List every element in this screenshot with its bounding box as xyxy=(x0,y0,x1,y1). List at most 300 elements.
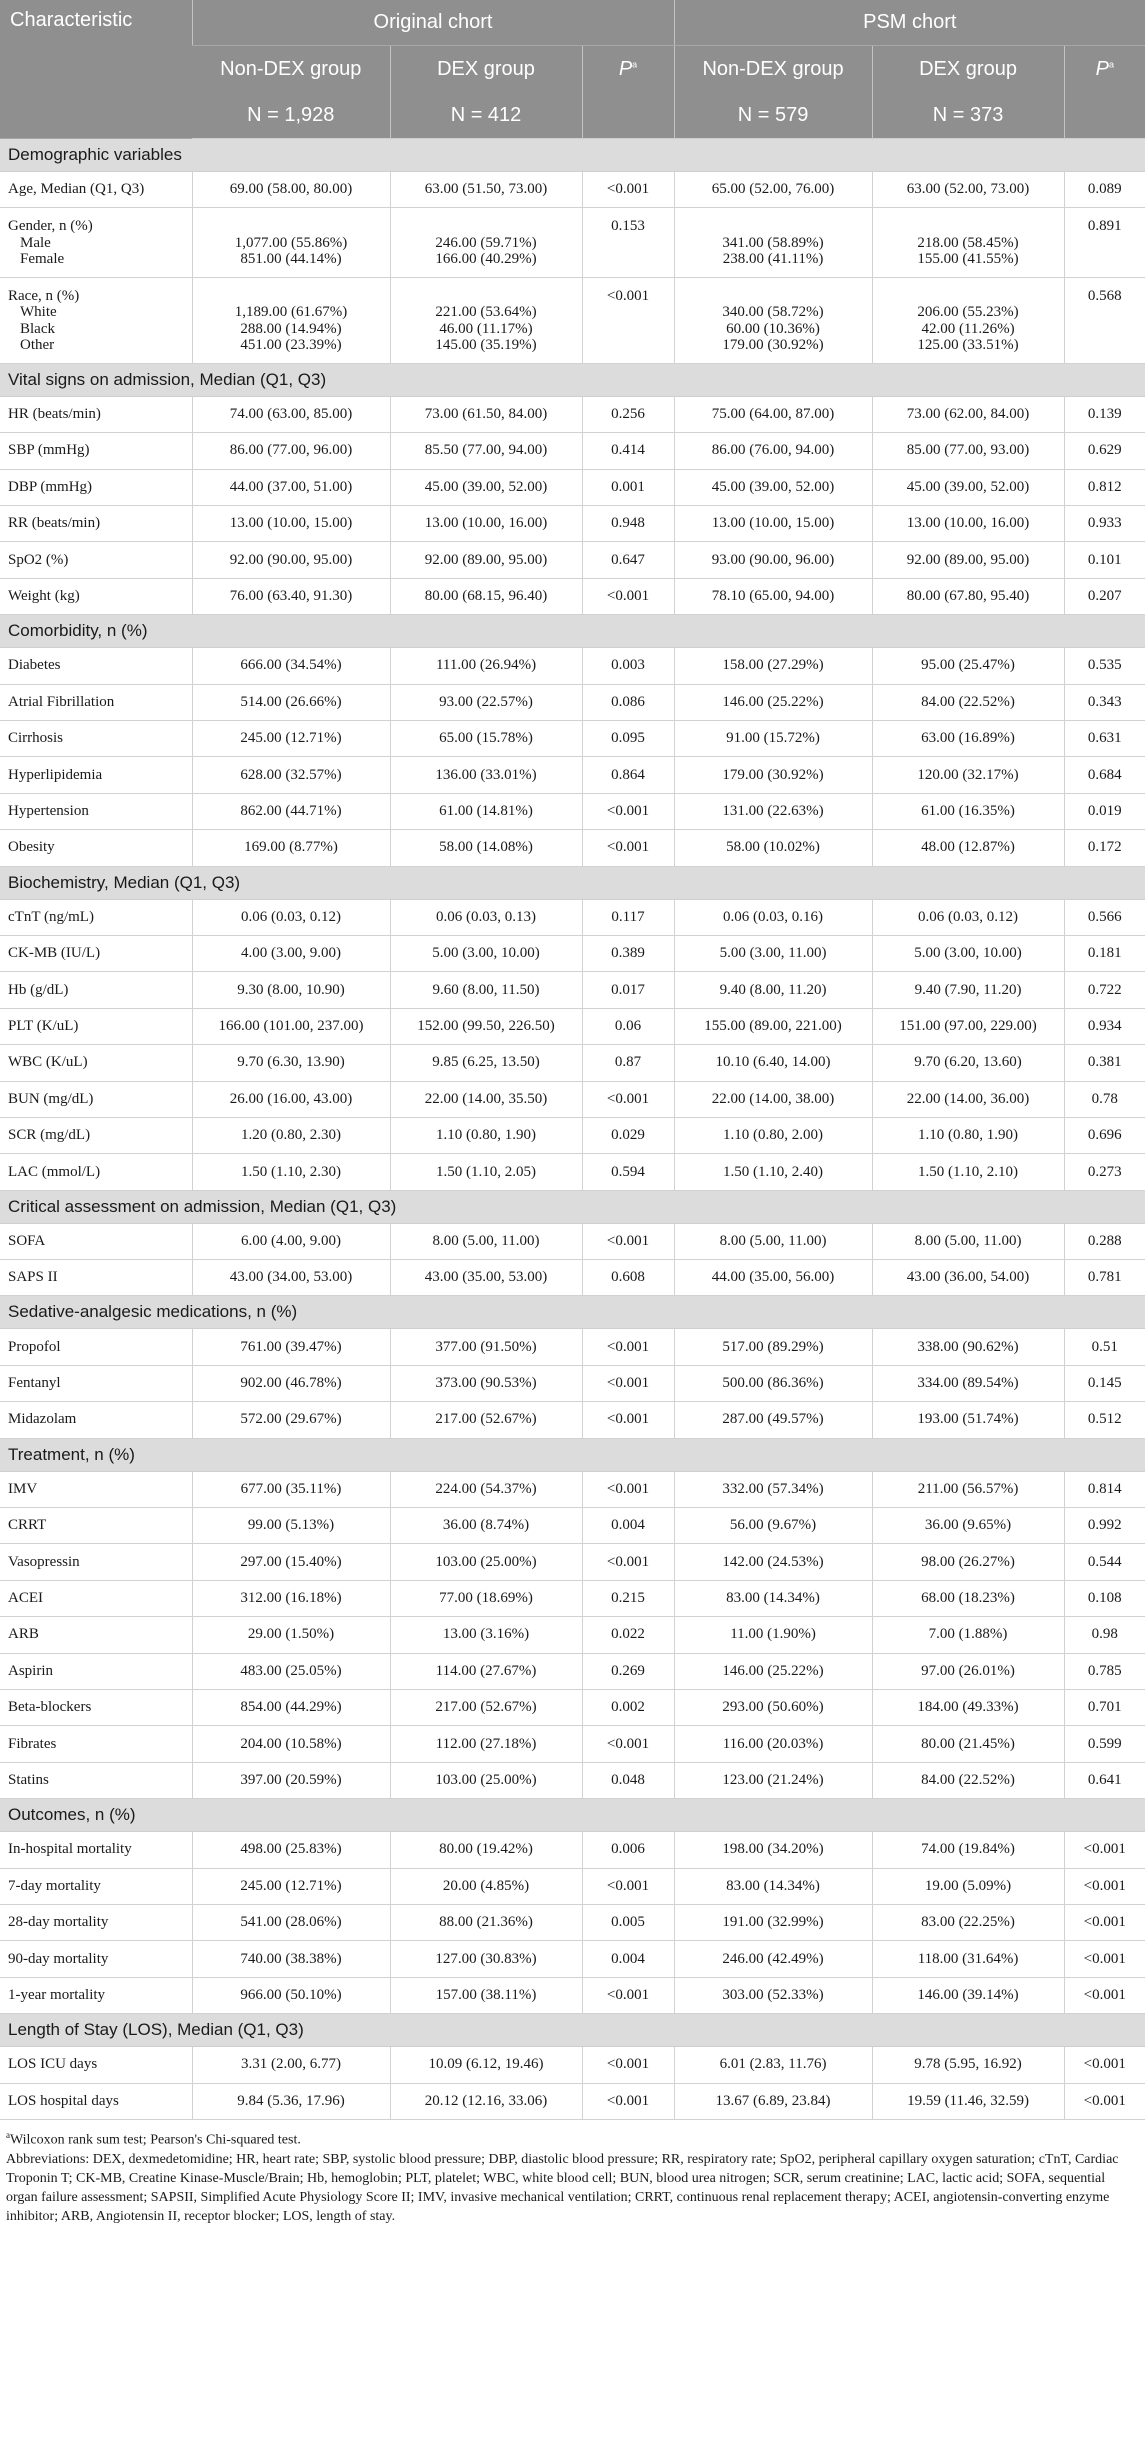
orig-nondex-value: 3.31 (2.00, 6.77) xyxy=(192,2047,390,2083)
psm-nondex-value: 86.00 (76.00, 94.00) xyxy=(674,433,872,469)
row-label: ARB xyxy=(0,1617,192,1653)
group-spacer xyxy=(877,288,1060,305)
orig-p-value: 0.048 xyxy=(582,1762,674,1798)
psm-p-value: <0.001 xyxy=(1064,1868,1145,1904)
table-row xyxy=(0,1365,1145,1401)
orig-dex-value: 20.00 (4.85%) xyxy=(390,1868,582,1904)
header-orig-p: $P^a$ xyxy=(582,46,674,93)
psm-dex-value: 1.10 (0.80, 1.90) xyxy=(872,1117,1064,1153)
psm-dex-value: 80.00 (67.80, 95.40) xyxy=(872,578,1064,614)
section-title: Length of Stay (LOS), Median (Q1, Q3) xyxy=(0,2014,1145,2047)
row-label: SBP (mmHg) xyxy=(0,433,192,469)
table-row xyxy=(0,2047,1145,2083)
table-row xyxy=(0,1081,1145,1117)
psm-dex-value: 73.00 (62.00, 84.00) xyxy=(872,396,1064,432)
psm-nondex-value: 146.00 (25.22%) xyxy=(674,1653,872,1689)
psm-nondex-value: 13.67 (6.89, 23.84) xyxy=(674,2083,872,2119)
psm-p-value: 0.535 xyxy=(1064,648,1145,684)
orig-dex-value: 20.12 (12.16, 33.06) xyxy=(390,2083,582,2119)
orig-nondex-value: 76.00 (63.40, 91.30) xyxy=(192,578,390,614)
header-psm-p: $P^a$ xyxy=(1064,46,1145,93)
psm-dex-value: 19.00 (5.09%) xyxy=(872,1868,1064,1904)
psm-dex-value: 9.78 (5.95, 16.92) xyxy=(872,2047,1064,2083)
subgroup-value: 42.00 (11.26%) xyxy=(921,320,1015,337)
row-label: Weight (kg) xyxy=(0,578,192,614)
orig-nondex-value: 99.00 (5.13%) xyxy=(192,1508,390,1544)
group-label: Race, n (%) xyxy=(8,287,80,304)
psm-dex-value: 184.00 (49.33%) xyxy=(872,1690,1064,1726)
orig-p-value: 0.06 xyxy=(582,1008,674,1044)
psm-dex-value: 334.00 (89.54%) xyxy=(872,1365,1064,1401)
psm-p-value: 0.891 xyxy=(1064,208,1145,278)
orig-dex-value: 80.00 (68.15, 96.40) xyxy=(390,578,582,614)
psm-p-value: 0.101 xyxy=(1064,542,1145,578)
psm-p-value: 0.273 xyxy=(1064,1154,1145,1190)
row-label: CRRT xyxy=(0,1508,192,1544)
psm-p-value: 0.684 xyxy=(1064,757,1145,793)
section-title: Sedative-analgesic medications, n (%) xyxy=(0,1296,1145,1329)
orig-dex-value: 5.00 (3.00, 10.00) xyxy=(390,935,582,971)
orig-nondex-value xyxy=(192,208,390,278)
orig-dex-value: 1.50 (1.10, 2.05) xyxy=(390,1154,582,1190)
psm-p-value: 0.544 xyxy=(1064,1544,1145,1580)
orig-dex-value: 377.00 (91.50%) xyxy=(390,1329,582,1365)
psm-nondex-value: 332.00 (57.34%) xyxy=(674,1471,872,1507)
psm-nondex-value: 56.00 (9.67%) xyxy=(674,1508,872,1544)
psm-nondex-value: 1.50 (1.10, 2.40) xyxy=(674,1154,872,1190)
subgroup-label: Female xyxy=(20,251,65,268)
orig-dex-value: 103.00 (25.00%) xyxy=(390,1544,582,1580)
orig-nondex-value: 666.00 (34.54%) xyxy=(192,648,390,684)
psm-nondex-value: 11.00 (1.90%) xyxy=(674,1617,872,1653)
subgroup-value: 166.00 (40.29%) xyxy=(435,251,537,268)
orig-dex-value: 373.00 (90.53%) xyxy=(390,1365,582,1401)
orig-dex-value: 136.00 (33.01%) xyxy=(390,757,582,793)
psm-p-value: 0.78 xyxy=(1064,1081,1145,1117)
table-row xyxy=(0,1471,1145,1507)
header-orig-dex-n: N = 412 xyxy=(390,92,582,139)
row-label: Midazolam xyxy=(0,1402,192,1438)
psm-nondex-value: 303.00 (52.33%) xyxy=(674,1977,872,2013)
orig-nondex-value: 245.00 (12.71%) xyxy=(192,721,390,757)
table-row xyxy=(0,542,1145,578)
header-psm-cohort: PSM chort xyxy=(674,0,1145,46)
row-label xyxy=(0,208,192,278)
psm-dex-value: 338.00 (90.62%) xyxy=(872,1329,1064,1365)
psm-p-value: 0.381 xyxy=(1064,1045,1145,1081)
psm-p-value: 0.98 xyxy=(1064,1617,1145,1653)
subgroup-value: 851.00 (44.14%) xyxy=(240,251,342,268)
table-row xyxy=(0,1117,1145,1153)
orig-nondex-value: 6.00 (4.00, 9.00) xyxy=(192,1223,390,1259)
psm-dex-value: 7.00 (1.88%) xyxy=(872,1617,1064,1653)
orig-dex-value: 88.00 (21.36%) xyxy=(390,1904,582,1940)
psm-dex-value: 146.00 (39.14%) xyxy=(872,1977,1064,2013)
table-row xyxy=(0,684,1145,720)
psm-nondex-value: 287.00 (49.57%) xyxy=(674,1402,872,1438)
orig-nondex-value: 761.00 (39.47%) xyxy=(192,1329,390,1365)
table-row xyxy=(0,396,1145,432)
row-label: In-hospital mortality xyxy=(0,1832,192,1868)
orig-p-value: 0.864 xyxy=(582,757,674,793)
subgroup-value: 221.00 (53.64%) xyxy=(435,304,537,321)
psm-dex-value xyxy=(872,208,1064,278)
psm-dex-value: 95.00 (25.47%) xyxy=(872,648,1064,684)
psm-dex-value: 211.00 (56.57%) xyxy=(872,1471,1064,1507)
group-label: Gender, n (%) xyxy=(8,218,93,235)
orig-p-value: 0.004 xyxy=(582,1941,674,1977)
table-row xyxy=(0,757,1145,793)
group-spacer xyxy=(197,218,386,235)
table-row xyxy=(0,793,1145,829)
row-label: WBC (K/uL) xyxy=(0,1045,192,1081)
psm-p-value: <0.001 xyxy=(1064,1941,1145,1977)
table-row xyxy=(0,1008,1145,1044)
psm-p-value: 0.172 xyxy=(1064,830,1145,866)
orig-dex-value: 77.00 (18.69%) xyxy=(390,1580,582,1616)
psm-nondex-value: 78.10 (65.00, 94.00) xyxy=(674,578,872,614)
table-row xyxy=(0,648,1145,684)
psm-p-value: 0.933 xyxy=(1064,506,1145,542)
section-title: Vital signs on admission, Median (Q1, Q3) xyxy=(0,363,1145,396)
row-label: Hypertension xyxy=(0,793,192,829)
psm-p-value: 0.814 xyxy=(1064,1471,1145,1507)
orig-dex-value: 65.00 (15.78%) xyxy=(390,721,582,757)
psm-dex-value: 43.00 (36.00, 54.00) xyxy=(872,1260,1064,1296)
group-spacer xyxy=(395,288,578,305)
orig-p-value: 0.006 xyxy=(582,1832,674,1868)
header-psm-nondex-n: N = 579 xyxy=(674,92,872,139)
psm-p-value: 0.343 xyxy=(1064,684,1145,720)
psm-dex-value: 74.00 (19.84%) xyxy=(872,1832,1064,1868)
orig-dex-value: 1.10 (0.80, 1.90) xyxy=(390,1117,582,1153)
orig-dex-value: 157.00 (38.11%) xyxy=(390,1977,582,2013)
psm-dex-value: 0.06 (0.03, 0.12) xyxy=(872,899,1064,935)
psm-dex-value: 151.00 (97.00, 229.00) xyxy=(872,1008,1064,1044)
psm-p-value: 0.181 xyxy=(1064,935,1145,971)
section-header xyxy=(0,1190,1145,1223)
orig-dex-value: 103.00 (25.00%) xyxy=(390,1762,582,1798)
group-spacer xyxy=(395,218,578,235)
psm-nondex-value: 246.00 (42.49%) xyxy=(674,1941,872,1977)
table-row xyxy=(0,1941,1145,1977)
orig-p-value: <0.001 xyxy=(582,1726,674,1762)
section-title: Outcomes, n (%) xyxy=(0,1799,1145,1832)
header-orig-nondex-n: N = 1,928 xyxy=(192,92,390,139)
row-label: BUN (mg/dL) xyxy=(0,1081,192,1117)
orig-dex-value: 10.09 (6.12, 19.46) xyxy=(390,2047,582,2083)
row-label: Obesity xyxy=(0,830,192,866)
table-row xyxy=(0,1223,1145,1259)
row-label: SpO2 (%) xyxy=(0,542,192,578)
section-header xyxy=(0,615,1145,648)
orig-nondex-value xyxy=(192,277,390,363)
orig-nondex-value: 312.00 (16.18%) xyxy=(192,1580,390,1616)
header-psm-dex-n: N = 373 xyxy=(872,92,1064,139)
table-row xyxy=(0,1508,1145,1544)
row-label: HR (beats/min) xyxy=(0,396,192,432)
table-row xyxy=(0,1690,1145,1726)
orig-p-value: 0.594 xyxy=(582,1154,674,1190)
psm-dex-value: 36.00 (9.65%) xyxy=(872,1508,1064,1544)
orig-p-value: <0.001 xyxy=(582,830,674,866)
psm-nondex-value: 198.00 (34.20%) xyxy=(674,1832,872,1868)
table-header xyxy=(0,0,1145,139)
row-label: Hyperlipidemia xyxy=(0,757,192,793)
psm-p-value: 0.701 xyxy=(1064,1690,1145,1726)
table-row xyxy=(0,433,1145,469)
psm-dex-value: 68.00 (18.23%) xyxy=(872,1580,1064,1616)
psm-dex-value: 9.70 (6.20, 13.60) xyxy=(872,1045,1064,1081)
psm-nondex-value: 83.00 (14.34%) xyxy=(674,1580,872,1616)
subgroup-value: 340.00 (58.72%) xyxy=(722,304,824,321)
table-row xyxy=(0,1580,1145,1616)
psm-dex-value: 84.00 (22.52%) xyxy=(872,684,1064,720)
table-row xyxy=(0,1726,1145,1762)
row-label: Statins xyxy=(0,1762,192,1798)
psm-dex-value: 61.00 (16.35%) xyxy=(872,793,1064,829)
orig-nondex-value: 498.00 (25.83%) xyxy=(192,1832,390,1868)
psm-p-value: 0.722 xyxy=(1064,972,1145,1008)
orig-dex-value: 9.85 (6.25, 13.50) xyxy=(390,1045,582,1081)
psm-p-value: 0.089 xyxy=(1064,172,1145,208)
orig-p-value: <0.001 xyxy=(582,1223,674,1259)
table-row xyxy=(0,830,1145,866)
orig-nondex-value: 572.00 (29.67%) xyxy=(192,1402,390,1438)
orig-dex-value: 13.00 (3.16%) xyxy=(390,1617,582,1653)
orig-p-value: 0.608 xyxy=(582,1260,674,1296)
orig-p-value: 0.153 xyxy=(582,208,674,278)
orig-p-value: 0.004 xyxy=(582,1508,674,1544)
psm-p-value: 0.599 xyxy=(1064,1726,1145,1762)
orig-nondex-value: 245.00 (12.71%) xyxy=(192,1868,390,1904)
table-body xyxy=(0,139,1145,2120)
orig-p-value: 0.948 xyxy=(582,506,674,542)
orig-dex-value: 224.00 (54.37%) xyxy=(390,1471,582,1507)
orig-nondex-value: 4.00 (3.00, 9.00) xyxy=(192,935,390,971)
psm-p-value: <0.001 xyxy=(1064,2083,1145,2119)
row-label: SOFA xyxy=(0,1223,192,1259)
psm-nondex-value: 91.00 (15.72%) xyxy=(674,721,872,757)
psm-dex-value: 5.00 (3.00, 10.00) xyxy=(872,935,1064,971)
psm-p-value: 0.512 xyxy=(1064,1402,1145,1438)
psm-nondex-value: 158.00 (27.29%) xyxy=(674,648,872,684)
psm-nondex-value: 1.10 (0.80, 2.00) xyxy=(674,1117,872,1153)
psm-dex-value: 22.00 (14.00, 36.00) xyxy=(872,1081,1064,1117)
subgroup-value: 125.00 (33.51%) xyxy=(917,337,1019,354)
psm-dex-value: 63.00 (52.00, 73.00) xyxy=(872,172,1064,208)
row-label: PLT (K/uL) xyxy=(0,1008,192,1044)
psm-dex-value: 84.00 (22.52%) xyxy=(872,1762,1064,1798)
subgroup-label: Male xyxy=(20,234,51,251)
psm-nondex-value: 179.00 (30.92%) xyxy=(674,757,872,793)
psm-p-value: 0.785 xyxy=(1064,1653,1145,1689)
psm-nondex-value: 191.00 (32.99%) xyxy=(674,1904,872,1940)
psm-dex-value: 45.00 (39.00, 52.00) xyxy=(872,469,1064,505)
orig-p-value: 0.029 xyxy=(582,1117,674,1153)
psm-dex-value: 1.50 (1.10, 2.10) xyxy=(872,1154,1064,1190)
orig-p-value: 0.414 xyxy=(582,433,674,469)
section-header xyxy=(0,139,1145,172)
orig-p-value: 0.87 xyxy=(582,1045,674,1081)
subgroup-value: 60.00 (10.36%) xyxy=(726,320,820,337)
section-header xyxy=(0,1438,1145,1471)
orig-dex-value: 93.00 (22.57%) xyxy=(390,684,582,720)
section-header xyxy=(0,866,1145,899)
section-header xyxy=(0,2014,1145,2047)
orig-dex-value: 63.00 (51.50, 73.00) xyxy=(390,172,582,208)
psm-p-value: 0.629 xyxy=(1064,433,1145,469)
psm-dex-value: 19.59 (11.46, 32.59) xyxy=(872,2083,1064,2119)
header-orig-dex: DEX group xyxy=(390,46,582,93)
subgroup-value: 1,189.00 (61.67%) xyxy=(234,304,348,321)
psm-nondex-value: 22.00 (14.00, 38.00) xyxy=(674,1081,872,1117)
orig-dex-value xyxy=(390,208,582,278)
orig-p-value: <0.001 xyxy=(582,1977,674,2013)
psm-nondex-value: 293.00 (50.60%) xyxy=(674,1690,872,1726)
psm-nondex-value xyxy=(674,277,872,363)
psm-nondex-value: 75.00 (64.00, 87.00) xyxy=(674,396,872,432)
orig-nondex-value: 1.20 (0.80, 2.30) xyxy=(192,1117,390,1153)
orig-dex-value: 127.00 (30.83%) xyxy=(390,1941,582,1977)
row-label: RR (beats/min) xyxy=(0,506,192,542)
orig-nondex-value: 483.00 (25.05%) xyxy=(192,1653,390,1689)
psm-nondex-value: 517.00 (89.29%) xyxy=(674,1329,872,1365)
psm-nondex-value: 146.00 (25.22%) xyxy=(674,684,872,720)
subgroup-value: 145.00 (35.19%) xyxy=(435,337,537,354)
psm-nondex-value: 44.00 (35.00, 56.00) xyxy=(674,1260,872,1296)
orig-dex-value: 22.00 (14.00, 35.50) xyxy=(390,1081,582,1117)
psm-p-value: 0.108 xyxy=(1064,1580,1145,1616)
table-row xyxy=(0,899,1145,935)
orig-nondex-value: 44.00 (37.00, 51.00) xyxy=(192,469,390,505)
psm-p-value: 0.641 xyxy=(1064,1762,1145,1798)
row-label: Cirrhosis xyxy=(0,721,192,757)
orig-nondex-value: 862.00 (44.71%) xyxy=(192,793,390,829)
psm-p-value: <0.001 xyxy=(1064,1832,1145,1868)
orig-nondex-value: 541.00 (28.06%) xyxy=(192,1904,390,1940)
orig-p-value: 0.017 xyxy=(582,972,674,1008)
orig-p-value: 0.002 xyxy=(582,1690,674,1726)
section-title: Demographic variables xyxy=(0,139,1145,172)
psm-p-value: 0.696 xyxy=(1064,1117,1145,1153)
orig-p-value: <0.001 xyxy=(582,1471,674,1507)
psm-nondex-value: 142.00 (24.53%) xyxy=(674,1544,872,1580)
psm-p-value: 0.566 xyxy=(1064,899,1145,935)
orig-nondex-value: 9.30 (8.00, 10.90) xyxy=(192,972,390,1008)
psm-nondex-value: 65.00 (52.00, 76.00) xyxy=(674,172,872,208)
psm-p-value: 0.992 xyxy=(1064,1508,1145,1544)
group-spacer xyxy=(679,218,868,235)
orig-dex-value: 43.00 (35.00, 53.00) xyxy=(390,1260,582,1296)
psm-dex-value: 8.00 (5.00, 11.00) xyxy=(872,1223,1064,1259)
table-row xyxy=(0,1154,1145,1190)
orig-p-value: <0.001 xyxy=(582,1544,674,1580)
orig-dex-value: 112.00 (27.18%) xyxy=(390,1726,582,1762)
subgroup-value: 155.00 (41.55%) xyxy=(917,251,1019,268)
group-spacer xyxy=(197,288,386,305)
psm-nondex-value: 155.00 (89.00, 221.00) xyxy=(674,1008,872,1044)
orig-p-value: <0.001 xyxy=(582,1365,674,1401)
subgroup-value: 451.00 (23.39%) xyxy=(240,337,342,354)
psm-dex-value: 9.40 (7.90, 11.20) xyxy=(872,972,1064,1008)
psm-dex-value: 118.00 (31.64%) xyxy=(872,1941,1064,1977)
psm-nondex-value: 58.00 (10.02%) xyxy=(674,830,872,866)
row-label: Atrial Fibrillation xyxy=(0,684,192,720)
psm-p-value: 0.145 xyxy=(1064,1365,1145,1401)
psm-dex-value: 92.00 (89.00, 95.00) xyxy=(872,542,1064,578)
orig-p-value: 0.269 xyxy=(582,1653,674,1689)
group-row-race xyxy=(0,277,1145,363)
table-row xyxy=(0,721,1145,757)
psm-p-value: 0.934 xyxy=(1064,1008,1145,1044)
orig-dex-value: 217.00 (52.67%) xyxy=(390,1402,582,1438)
orig-dex-value: 61.00 (14.81%) xyxy=(390,793,582,829)
orig-nondex-value: 166.00 (101.00, 237.00) xyxy=(192,1008,390,1044)
psm-p-value: <0.001 xyxy=(1064,2047,1145,2083)
table-row xyxy=(0,469,1145,505)
header-blank xyxy=(582,92,674,139)
orig-nondex-value: 29.00 (1.50%) xyxy=(192,1617,390,1653)
orig-p-value: <0.001 xyxy=(582,578,674,614)
psm-nondex-value xyxy=(674,208,872,278)
psm-nondex-value: 131.00 (22.63%) xyxy=(674,793,872,829)
orig-nondex-value: 74.00 (63.00, 85.00) xyxy=(192,396,390,432)
row-label: SAPS II xyxy=(0,1260,192,1296)
orig-nondex-value: 966.00 (50.10%) xyxy=(192,1977,390,2013)
psm-p-value: 0.51 xyxy=(1064,1329,1145,1365)
psm-nondex-value: 83.00 (14.34%) xyxy=(674,1868,872,1904)
section-title: Critical assessment on admission, Median (Q1, Q3) xyxy=(0,1190,1145,1223)
orig-nondex-value: 92.00 (90.00, 95.00) xyxy=(192,542,390,578)
section-header xyxy=(0,1296,1145,1329)
row-label: DBP (mmHg) xyxy=(0,469,192,505)
orig-nondex-value: 43.00 (34.00, 53.00) xyxy=(192,1260,390,1296)
row-label: Age, Median (Q1, Q3) xyxy=(0,172,192,208)
orig-nondex-value: 902.00 (46.78%) xyxy=(192,1365,390,1401)
psm-dex-value: 85.00 (77.00, 93.00) xyxy=(872,433,1064,469)
psm-dex-value: 98.00 (26.27%) xyxy=(872,1544,1064,1580)
orig-nondex-value: 13.00 (10.00, 15.00) xyxy=(192,506,390,542)
table-row xyxy=(0,1653,1145,1689)
psm-nondex-value: 45.00 (39.00, 52.00) xyxy=(674,469,872,505)
row-label: SCR (mg/dL) xyxy=(0,1117,192,1153)
psm-dex-value: 48.00 (12.87%) xyxy=(872,830,1064,866)
subgroup-value: 341.00 (58.89%) xyxy=(722,234,824,251)
subgroup-value: 46.00 (11.17%) xyxy=(439,320,533,337)
orig-nondex-value: 86.00 (77.00, 96.00) xyxy=(192,433,390,469)
subgroup-label: Other xyxy=(20,337,55,354)
psm-dex-value: 13.00 (10.00, 16.00) xyxy=(872,506,1064,542)
orig-dex-value: 13.00 (10.00, 16.00) xyxy=(390,506,582,542)
table-row xyxy=(0,1832,1145,1868)
orig-p-value: 0.117 xyxy=(582,899,674,935)
table-row xyxy=(0,1977,1145,2013)
orig-nondex-value: 854.00 (44.29%) xyxy=(192,1690,390,1726)
row-label: 1-year mortality xyxy=(0,1977,192,2013)
psm-nondex-value: 6.01 (2.83, 11.76) xyxy=(674,2047,872,2083)
orig-p-value: 0.005 xyxy=(582,1904,674,1940)
orig-p-value: <0.001 xyxy=(582,1868,674,1904)
psm-p-value: 0.207 xyxy=(1064,578,1145,614)
psm-nondex-value: 500.00 (86.36%) xyxy=(674,1365,872,1401)
subgroup-value: 218.00 (58.45%) xyxy=(917,234,1019,251)
subgroup-value: 206.00 (55.23%) xyxy=(917,304,1019,321)
header-original-cohort: Original chort xyxy=(192,0,674,46)
table-row xyxy=(0,1762,1145,1798)
header-psm-dex: DEX group xyxy=(872,46,1064,93)
orig-dex-value: 0.06 (0.03, 0.13) xyxy=(390,899,582,935)
